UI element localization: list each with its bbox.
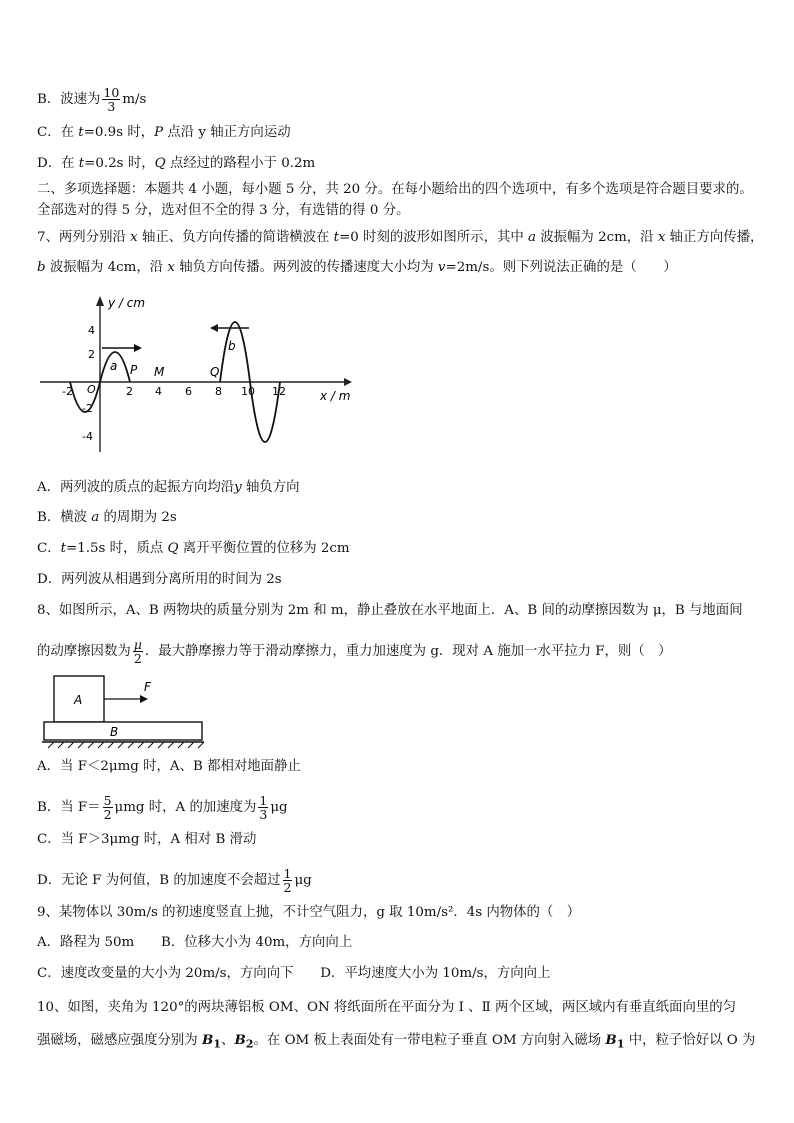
section-heading: 二、多项选择题：本题共 4 小题，每小题 5 分，共 20 分。在每小题给出的四个选项中，有多个选项是符合题目要求的。 [37,182,753,197]
x-tick: 8 [215,385,222,398]
q8-stem-line2: 的动摩擦因数为 $\frac{\mu}{2}$ ．最大静摩擦力等于滑动摩擦力，重力加速度为 g．现对 A 施加一水平拉力 F，则（ ） [37,637,672,666]
q8-option-d: D．无论 F 为何值，B 的加速度不会超过 $\frac{1}{2}$ μg [37,866,312,895]
q8-option-b: B．当 F＝ $\frac{5}{2}$ μmg 时，A 的加速度为 $\frac{1}{3}$ μg [37,793,288,822]
y-tick: -2 [82,402,93,415]
x-tick: 4 [155,385,162,398]
q7-option-a: A．两列波的质点的起振方向均沿y 轴负方向 [37,480,300,495]
point-q-label: Q [210,365,220,379]
point-m-label: M [154,365,165,379]
ground-hatch [48,742,204,748]
wave-graph [38,292,354,462]
x-tick: -2 [62,385,73,398]
q7-stem-line1: 7、两列分别沿 x 轴正、负方向传播的简谐横波在 t=0 时刻的波形如图所示，其中 a 波振幅为 2cm，沿 x 轴正方向传播， [37,230,764,245]
q10-stem-line2: 强磁场，磁感应强度分别为 $B_1$、$B_2$。在 OM 板上表面处有一带电粒子垂直 OM 方向射入磁场 $B_1$ 中，粒子恰好以 O 为 [37,1032,756,1051]
q9-options-ab: A．路程为 50m B．位移大小为 40m，方向向上 [37,935,353,950]
block-b [44,722,202,740]
fraction: $\frac{10}{3}$ [103,85,120,114]
y-tick: 2 [88,348,95,361]
x-axis-label: x / m [320,389,351,403]
fraction: $\frac{1}{2}$ [283,866,292,895]
block-b-label: B [110,725,119,739]
q7-option-d: D．两列波从相遇到分离所用的时间为 2s [37,572,282,587]
wave-b-arrow-icon [210,324,218,332]
fraction: $\frac{1}{3}$ [259,793,268,822]
fraction: $\frac{\mu}{2}$ [133,637,142,666]
q7-option-b: B．横波 a 的周期为 2s [37,510,177,525]
q8-stem-line1: 8、如图所示，A、B 两物块的质量分别为 2m 和 m，静止叠放在水平地面上．A、B 间的动摩擦因数为 μ，B 与地面间 [37,603,743,618]
force-arrow-icon [140,695,148,703]
q8-option-c: C．当 F＞3μmg 时，A 相对 B 滑动 [37,832,257,847]
y-tick: 4 [88,324,95,337]
q10-stem-line1: 10、如图，夹角为 120°的两块薄铝板 OM、ON 将纸面所在平面分为 Ⅰ 、Ⅱ 两个区域，两区域内有垂直纸面向里的匀 [37,1000,737,1015]
wave-a-arrow-icon [134,344,142,352]
block-a-label: A [74,693,83,707]
wave-a-label: a [110,359,118,373]
y-axis-label: y / cm [108,296,146,310]
point-p-label: P [130,363,138,377]
fraction: $\frac{5}{2}$ [103,793,112,822]
x-tick: 2 [126,385,133,398]
origin-label: O [87,383,96,396]
force-label: F [144,680,151,694]
q6-option-b: B．波速为 $\frac{10}{3}$ m/s [37,85,147,114]
q6-option-c: C．在 t=0.9s 时，P 点沿 y 轴正方向运动 [37,125,291,140]
q7-stem-line2: b 波振幅为 4cm，沿 x 轴负方向传播。两列波的传播速度大小均为 v=2m/s。则下列说法正确的是（ ） [37,260,677,275]
x-tick: 10 [241,385,255,398]
q8-option-a: A．当 F＜2μmg 时，A、B 都相对地面静止 [37,759,301,774]
section-heading-line2: 全部选对的得 5 分，选对但不全的得 3 分，有选错的得 0 分。 [37,203,410,218]
blocks-figure [40,673,210,749]
x-tick: 6 [185,385,192,398]
y-tick: -4 [82,430,93,443]
q6-option-d: D．在 t=0.2s 时，Q 点经过的路程小于 0.2m [37,156,316,171]
wave-b-label: b [228,339,236,353]
y-axis-arrow-icon [96,296,104,306]
x-axis-arrow-icon [344,378,352,386]
x-tick: 12 [272,385,286,398]
q9-stem: 9、某物体以 30m/s 的初速度竖直上抛，不计空气阻力，g 取 10m/s²．4s 内物体的（ ） [37,905,581,920]
q9-options-cd: C．速度改变量的大小为 20m/s，方向向下 D．平均速度大小为 10m/s，方向向上 [37,966,551,981]
q7-option-c: C．t=1.5s 时，质点 Q 离开平衡位置的位移为 2cm [37,541,350,556]
